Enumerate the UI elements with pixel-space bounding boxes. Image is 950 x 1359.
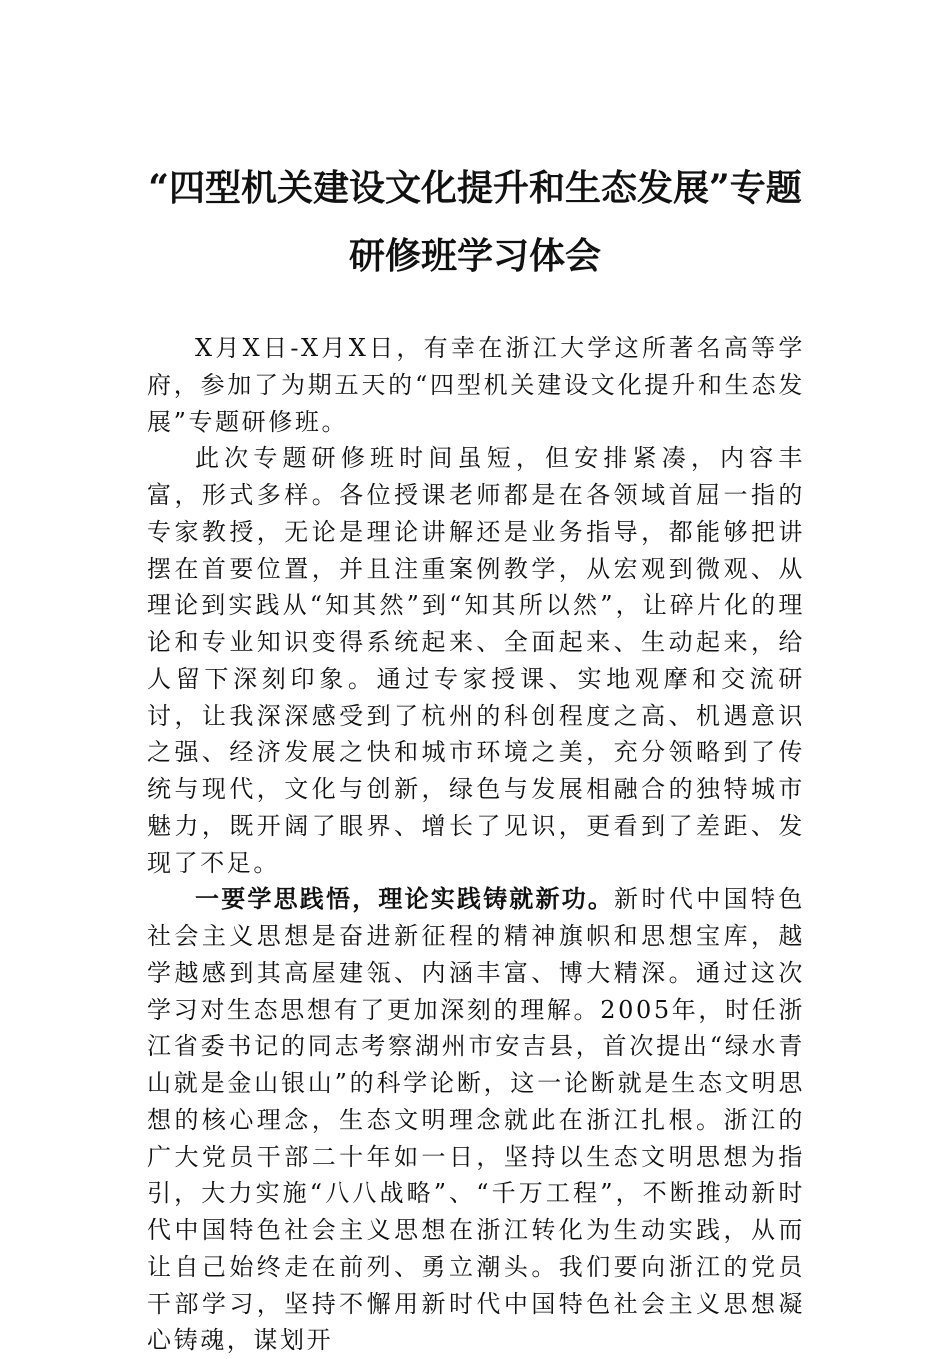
paragraph-2	[147, 440, 805, 881]
document-title-line-2: 研修班学习体会	[348, 235, 601, 277]
paragraph-3	[147, 881, 805, 1359]
paragraph-text: X月X日-X月X日，有幸在浙江大学这所著名高等学府，参加了为期五天的“四型机关建设文化提升和生态发展”专题研修班。	[147, 334, 805, 436]
document-body	[147, 330, 805, 1359]
paragraph-text: 新时代中国特色社会主义思想是奋进新征程的精神旗帜和思想宝库，越学越感到其高屋建瓴、内涵丰富、博大精深。通过这次学习对生态思想有了更加深刻的理解。2005年，时任浙江省委书记的同志考察湖州市安吉县，首次提出“绿水青山就是金山银山”的科学论断，这一论断就是生态文明思想的核心理念，生态文明理念就此在浙江扎根。浙江的广大党员干部二十年如一日，坚持以生态文明思想为指引，大力实施“八八战略”、“千万工程”，不断推动新时代中国特色社会主义思想在浙江转化为生动实践，从而让自己始终走在前列、勇立潮头。我们要向浙江的党员干部学习，坚持不懈用新时代中国特色社会主义思想凝心铸魂，谋划开	[147, 885, 805, 1355]
paragraph-1	[147, 330, 805, 440]
paragraph-lead: 一要学思践悟，理论实践铸就新功。	[195, 884, 615, 914]
paragraph-text: 此次专题研修班时间虽短，但安排紧凑，内容丰富，形式多样。各位授课老师都是在各领域首屈一指的专家教授，无论是理论讲解还是业务指导，都能够把讲摆在首要位置，并且注重案例教学，从宏观到微观、从理论到实践从“知其然”到“知其所以然”，让碎片化的理论和专业知识变得系统起来、全面起来、生动起来，给人留下深刻印象。通过专家授课、实地观摩和交流研讨，让我深深感受到了杭州的科创程度之高、机遇意识之强、经济发展之快和城市环境之美，充分领略到了传统与现代，文化与创新，绿色与发展相融合的独特城市魅力，既开阔了眼界、增长了见识，更看到了差距、发现了不足。	[147, 444, 805, 877]
document-title-line-1: “四型机关建设文化提升和生态发展”专题	[148, 167, 802, 209]
